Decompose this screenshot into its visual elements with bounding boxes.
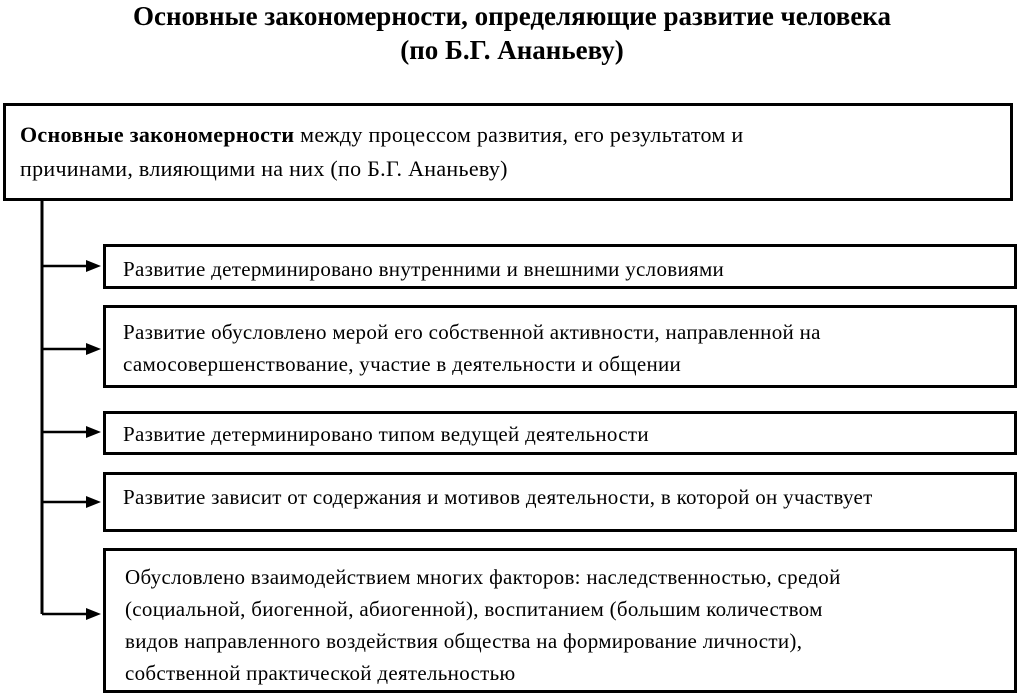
- item-5-line-1: Обусловлено взаимодействием многих факторов: наследственностью, средой: [125, 565, 841, 589]
- title-line-2: (по Б.Г. Ананьеву): [400, 35, 624, 65]
- item-1-line-1: Развитие детерминировано внутренними и внешними условиями: [123, 257, 725, 281]
- branch-arrow-3: [42, 426, 101, 438]
- item-5-line-4: собственной практической деятельностью: [125, 661, 516, 685]
- branch-arrow-2: [42, 343, 101, 355]
- root-box: [3, 103, 1013, 201]
- root-text-line-2: причинами, влияющими на них (по Б.Г. Ананьеву): [20, 156, 508, 181]
- item-box-5: [103, 548, 1017, 693]
- branch-arrow-5: [42, 608, 101, 620]
- item-4-line-1: Развитие зависит от содержания и мотивов деятельности, в которой он участвует: [123, 485, 873, 509]
- title-line-1: Основные закономерности, определяющие развитие человека: [133, 1, 891, 31]
- item-5-line-2: (социальной, биогенной, абиогенной), воспитанием (большим количеством: [125, 597, 823, 621]
- root-bold-text: Основные закономерности: [20, 122, 295, 147]
- branch-arrow-4: [42, 496, 101, 508]
- item-box-3: [103, 411, 1017, 455]
- root-text: [20, 118, 1000, 186]
- item-2-line-1: Развитие обусловлено мерой его собственной активности, направленной на: [123, 320, 821, 344]
- item-2-line-2: самосовершенствование, участие в деятельности и общении: [123, 352, 682, 376]
- item-5-line-3: видов направленного воздействия общества на формирование личности),: [125, 629, 803, 653]
- item-box-4: [103, 472, 1017, 532]
- root-text-rest: между процессом развития, его результатом и: [294, 122, 744, 147]
- branch-arrow-1: [42, 260, 101, 272]
- item-3-line-1: Развитие детерминировано типом ведущей деятельности: [123, 422, 649, 446]
- item-box-2: [103, 305, 1017, 388]
- item-box-1: [103, 244, 1017, 289]
